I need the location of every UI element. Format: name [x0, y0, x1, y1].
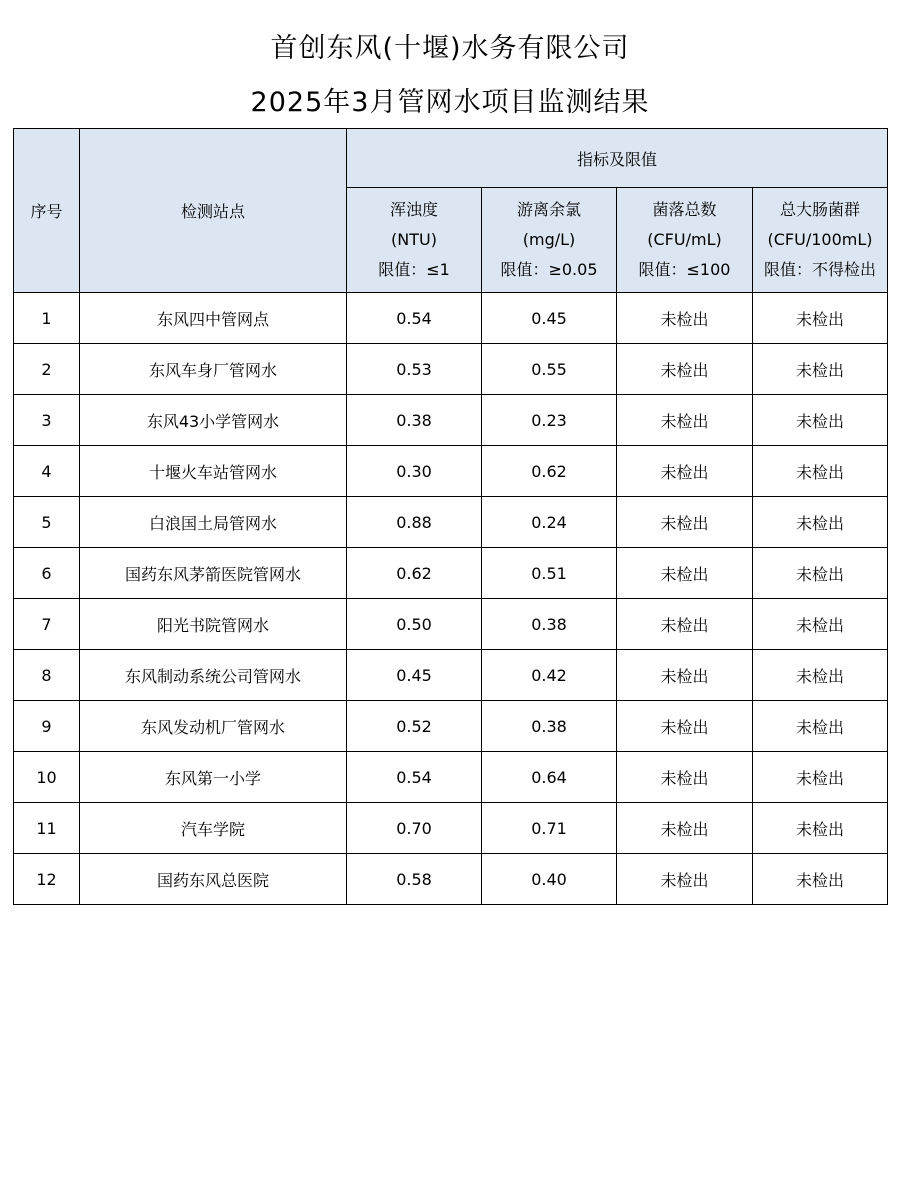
- cell-station: 国药东风茅箭医院管网水: [80, 548, 347, 599]
- cell-index: 11: [14, 803, 80, 854]
- header-indicator-group: 指标及限值: [347, 129, 888, 188]
- table-row: [14, 548, 888, 599]
- header-station: 检测站点: [80, 129, 347, 293]
- table-row: [14, 395, 888, 446]
- cell-station: 东风发动机厂管网水: [80, 701, 347, 752]
- cell-coliform: 未检出: [753, 701, 888, 752]
- cell-index: 8: [14, 650, 80, 701]
- cell-station: 汽车学院: [80, 803, 347, 854]
- cell-coliform: 未检出: [753, 344, 888, 395]
- header-chlorine-name: 游离余氯: [516, 200, 581, 219]
- cell-colony: 未检出: [617, 650, 753, 701]
- cell-turbidity: 0.53: [347, 344, 482, 395]
- header-colony-unit: (CFU/mL): [647, 230, 722, 249]
- cell-chlorine: 0.42: [482, 650, 617, 701]
- cell-station: 东风四中管网点: [80, 293, 347, 344]
- cell-index: 6: [14, 548, 80, 599]
- cell-turbidity: 0.58: [347, 854, 482, 905]
- cell-coliform: 未检出: [753, 650, 888, 701]
- header-coliform-limit: 限值：不得检出: [764, 260, 877, 279]
- table-row: [14, 344, 888, 395]
- cell-turbidity: 0.70: [347, 803, 482, 854]
- cell-coliform: 未检出: [753, 803, 888, 854]
- cell-turbidity: 0.50: [347, 599, 482, 650]
- cell-chlorine: 0.38: [482, 701, 617, 752]
- cell-colony: 未检出: [617, 803, 753, 854]
- cell-coliform: 未检出: [753, 548, 888, 599]
- header-turbidity-name: 浑浊度: [389, 200, 438, 219]
- table-row: [14, 650, 888, 701]
- cell-coliform: 未检出: [753, 293, 888, 344]
- cell-chlorine: 0.38: [482, 599, 617, 650]
- cell-colony: 未检出: [617, 752, 753, 803]
- table-row: [14, 293, 888, 344]
- cell-turbidity: 0.52: [347, 701, 482, 752]
- cell-index: 1: [14, 293, 80, 344]
- header-coliform-name: 总大肠菌群: [780, 200, 861, 219]
- cell-station: 国药东风总医院: [80, 854, 347, 905]
- cell-chlorine: 0.55: [482, 344, 617, 395]
- cell-turbidity: 0.30: [347, 446, 482, 497]
- cell-colony: 未检出: [617, 599, 753, 650]
- header-coliform: [753, 188, 888, 293]
- cell-coliform: 未检出: [753, 599, 888, 650]
- header-turbidity-unit: (NTU): [391, 230, 437, 249]
- cell-coliform: 未检出: [753, 497, 888, 548]
- cell-coliform: 未检出: [753, 446, 888, 497]
- header-colony: [617, 188, 753, 293]
- cell-chlorine: 0.64: [482, 752, 617, 803]
- cell-coliform: 未检出: [753, 752, 888, 803]
- cell-colony: 未检出: [617, 854, 753, 905]
- cell-station: 东风43小学管网水: [80, 395, 347, 446]
- cell-index: 10: [14, 752, 80, 803]
- cell-index: 12: [14, 854, 80, 905]
- cell-coliform: 未检出: [753, 395, 888, 446]
- cell-colony: 未检出: [617, 701, 753, 752]
- report-subtitle: 2025年3月管网水项目监测结果: [250, 87, 650, 118]
- cell-station: 东风制动系统公司管网水: [80, 650, 347, 701]
- cell-chlorine: 0.40: [482, 854, 617, 905]
- cell-colony: 未检出: [617, 344, 753, 395]
- table-row: [14, 803, 888, 854]
- cell-station: 阳光书院管网水: [80, 599, 347, 650]
- cell-chlorine: 0.62: [482, 446, 617, 497]
- header-chlorine-limit: 限值：≥0.05: [500, 260, 598, 279]
- cell-index: 2: [14, 344, 80, 395]
- cell-station: 十堰火车站管网水: [80, 446, 347, 497]
- cell-turbidity: 0.38: [347, 395, 482, 446]
- cell-turbidity: 0.62: [347, 548, 482, 599]
- cell-turbidity: 0.54: [347, 293, 482, 344]
- header-colony-name: 菌落总数: [652, 200, 717, 219]
- header-chlorine: [482, 188, 617, 293]
- header-turbidity-limit: 限值：≤1: [378, 260, 450, 279]
- cell-index: 7: [14, 599, 80, 650]
- table-row: [14, 701, 888, 752]
- cell-turbidity: 0.45: [347, 650, 482, 701]
- cell-index: 3: [14, 395, 80, 446]
- cell-station: 白浪国土局管网水: [80, 497, 347, 548]
- table-row: [14, 446, 888, 497]
- cell-coliform: 未检出: [753, 854, 888, 905]
- cell-index: 4: [14, 446, 80, 497]
- cell-index: 9: [14, 701, 80, 752]
- header-index: 序号: [14, 129, 80, 293]
- header-coliform-unit: (CFU/100mL): [767, 230, 873, 249]
- cell-chlorine: 0.24: [482, 497, 617, 548]
- cell-chlorine: 0.23: [482, 395, 617, 446]
- cell-chlorine: 0.51: [482, 548, 617, 599]
- table-row: [14, 752, 888, 803]
- cell-colony: 未检出: [617, 446, 753, 497]
- table-row: [14, 854, 888, 905]
- report-company-title: 首创东风(十堰)水务有限公司: [270, 33, 630, 64]
- monitoring-results-table: [13, 128, 888, 905]
- cell-station: 东风第一小学: [80, 752, 347, 803]
- header-turbidity: [347, 188, 482, 293]
- header-colony-limit: 限值：≤100: [638, 260, 731, 279]
- cell-colony: 未检出: [617, 548, 753, 599]
- cell-chlorine: 0.45: [482, 293, 617, 344]
- cell-turbidity: 0.88: [347, 497, 482, 548]
- cell-colony: 未检出: [617, 497, 753, 548]
- header-chlorine-unit: (mg/L): [522, 230, 576, 249]
- table-row: [14, 497, 888, 548]
- cell-colony: 未检出: [617, 395, 753, 446]
- cell-colony: 未检出: [617, 293, 753, 344]
- cell-chlorine: 0.71: [482, 803, 617, 854]
- cell-station: 东风车身厂管网水: [80, 344, 347, 395]
- cell-turbidity: 0.54: [347, 752, 482, 803]
- cell-index: 5: [14, 497, 80, 548]
- table-row: [14, 599, 888, 650]
